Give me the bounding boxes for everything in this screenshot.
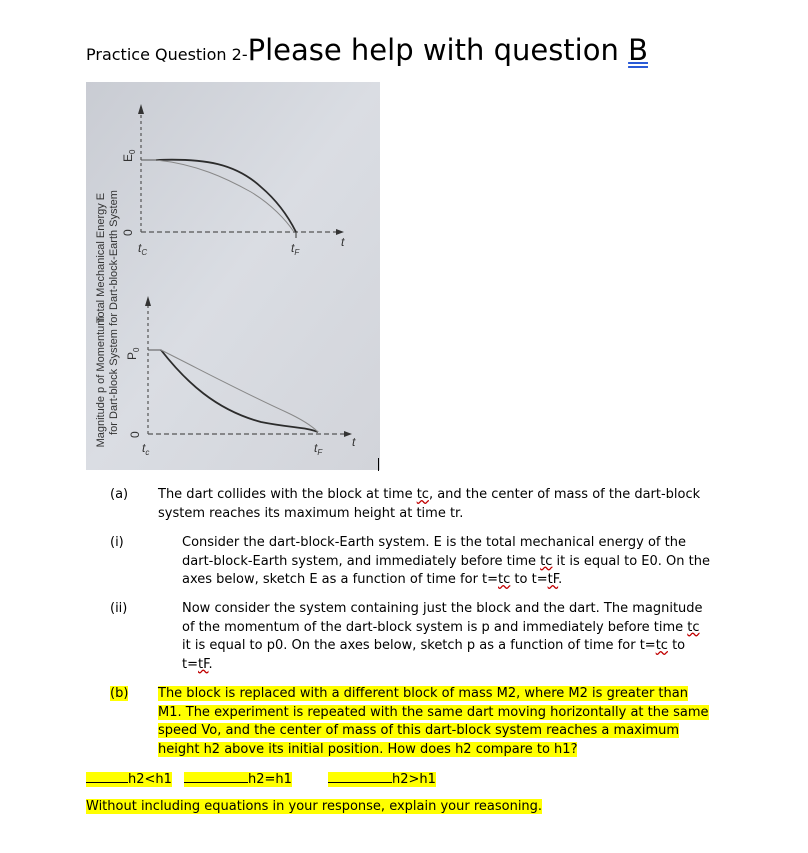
bottom-ylabel-2: for Dart-block System	[108, 329, 120, 435]
text-cursor	[378, 458, 379, 471]
part-i-tc2: tc	[498, 572, 511, 587]
top-ylabel-1: Total Mechanical Energy E	[95, 192, 107, 324]
title-prefix: Practice Question 2-	[86, 45, 248, 64]
answer-blank-1[interactable]	[86, 769, 128, 783]
bottom-p0-sub: 0	[132, 347, 141, 352]
bottom-t-label: t	[352, 435, 356, 449]
bottom-ylabel-1: Magnitude p of Momentum	[95, 316, 107, 448]
bottom-tc-sub: c	[145, 448, 150, 457]
part-a-text-2: , and the center of mass of the dart-block system reaches its maximum height at time tr.	[158, 487, 701, 521]
part-a-label: (a)	[110, 487, 129, 502]
answer-option-1[interactable]	[86, 769, 172, 789]
top-t-label: t	[341, 235, 345, 249]
part-i-text	[182, 534, 710, 590]
part-i-tf: tF	[547, 572, 559, 587]
bottom-tf-label: t	[314, 441, 318, 455]
answer-option-1-label: h2<h1	[128, 772, 172, 787]
answer-option-2-label: h2=h1	[248, 772, 292, 787]
part-ii-text	[182, 600, 707, 674]
part-b-label	[110, 685, 128, 704]
part-ii-tf: tF	[198, 656, 209, 672]
part-ii-tc: tc	[687, 619, 700, 635]
part-ii-tc2: tc	[655, 638, 668, 653]
top-tf-label: t	[291, 241, 295, 255]
title-main: Please help with question	[247, 33, 629, 67]
answer-blank-2[interactable]	[184, 769, 248, 783]
part-ii-label: (ii)	[110, 601, 128, 616]
graphs-photo	[86, 82, 380, 470]
part-a-text-1: The dart collides with the block at time	[158, 487, 417, 502]
part-i-text-2: it is equal to E0. On the axes below, sketch E as a function of time for t=	[182, 553, 710, 587]
answer-option-3[interactable]	[328, 769, 436, 789]
part-ii-text-4: .	[208, 656, 213, 672]
part-i-text-1: Consider the dart-block-Earth system. E is the total mechanical energy of the dart-block-Earth system, and immediately before time	[182, 535, 686, 569]
part-b-label-text: (b)	[110, 686, 129, 701]
top-tf-sub: F	[294, 248, 300, 257]
part-b-text	[158, 685, 713, 759]
bottom-zero-label: 0	[128, 431, 142, 438]
answer-blank-3[interactable]	[328, 769, 392, 783]
part-ii-text-2: it is equal to p0. On the axes below, sketch p as a function of time for t=	[182, 638, 656, 653]
instruction-body: Without including equations in your response, explain your reasoning.	[86, 799, 543, 814]
top-e0-sub: 0	[128, 149, 137, 154]
bottom-tf-sub: F	[317, 448, 323, 457]
part-ii-text-1: Now consider the system containing just the block and the dart. The magnitude of the momentum of the dart-block system is p and immediately before time	[182, 601, 703, 635]
bottom-p0-label: P	[125, 351, 139, 360]
part-i-tc: tc	[540, 553, 553, 569]
part-i-text-3: to t=	[510, 572, 548, 587]
part-b-text-body: The block is replaced with a different block of mass M2, where M2 is greater than M1. The experiment is repeated with the same dart moving horizontally at the same speed Vo, and the center of mass of this dart-block system reaches a maximum height h2 above its initial position. How does h2 compare to h1?	[158, 686, 709, 757]
part-i-text-4: .	[558, 572, 563, 587]
top-e0-label: E	[121, 153, 135, 162]
part-ii-text-3: to t=	[182, 638, 686, 672]
answer-option-3-label: h2>h1	[392, 772, 436, 787]
part-a-text	[158, 486, 703, 523]
top-tc-sub: C	[141, 248, 148, 257]
part-a-tc: tc	[416, 487, 429, 502]
top-zero-label: 0	[121, 229, 135, 236]
title-letter: B	[628, 33, 648, 67]
part-i-label: (i)	[110, 535, 124, 550]
bottom-tc-label: t	[142, 441, 146, 455]
answer-option-2[interactable]	[184, 769, 292, 789]
top-ylabel-2: for Dart-block-Earth System	[108, 190, 120, 326]
top-tc-label: t	[138, 241, 142, 255]
page-title	[86, 33, 648, 67]
instruction-text	[86, 798, 726, 817]
